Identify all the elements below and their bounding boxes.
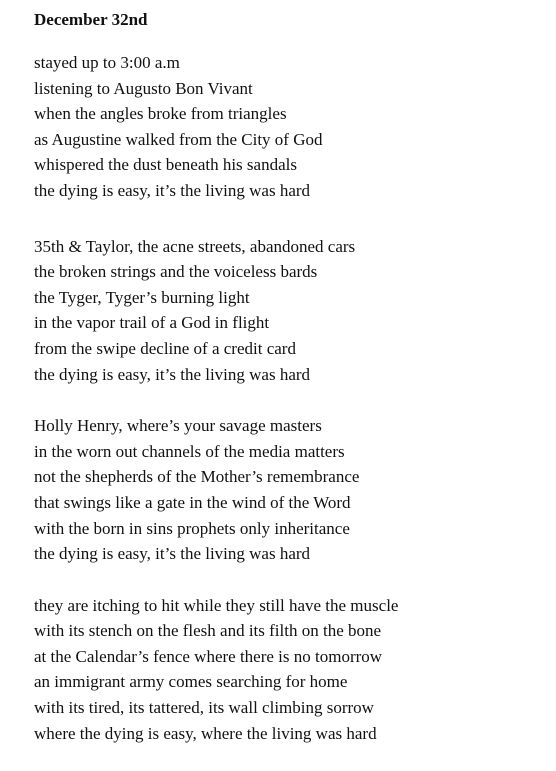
poem-line: where the dying is easy, where the living was hard	[34, 723, 377, 743]
poem-line: from the swipe decline of a credit card	[34, 338, 296, 358]
poem-line: stayed up to 3:00 a.m	[34, 53, 180, 72]
stanza-3	[34, 413, 544, 567]
poem-line: that swings like a gate in the wind of the Word	[34, 492, 351, 512]
poem-line: listening to Augusto Bon Vivant	[34, 78, 253, 98]
poem-line: at the Calendar’s fence where there is no tomorrow	[34, 646, 383, 666]
poem-line: with its tired, its tattered, its wall climbing sorrow	[34, 698, 374, 718]
poem-line: they are itching to hit while they still have the muscle	[34, 595, 399, 615]
poem-line: when the angles broke from triangles	[34, 104, 287, 124]
poem-line: the broken strings and the voiceless bards	[34, 262, 318, 282]
poem-line: an immigrant army comes searching for home	[34, 672, 348, 692]
poem-line: the Tyger, Tyger’s burning light	[34, 287, 250, 307]
poem-line: in the worn out channels of the media matters	[34, 441, 345, 461]
poem-line: the dying is easy, it’s the living was hard	[34, 364, 311, 384]
poem-line: in the vapor trail of a God in flight	[34, 313, 270, 333]
stanza-2	[34, 234, 544, 388]
poem-line: 35th & Taylor, the acne streets, abandoned cars	[34, 236, 356, 256]
poem-line: not the shepherds of the Mother’s remembrance	[34, 467, 360, 487]
poem-line: with the born in sins prophets only inheritance	[34, 518, 350, 538]
poem-line: the dying is easy, it’s the living was hard	[34, 180, 311, 200]
poem-title: December 32nd	[34, 10, 148, 29]
poem-line: whispered the dust beneath his sandals	[34, 155, 297, 175]
stanza-1	[34, 50, 544, 204]
poem-line: as Augustine walked from the City of God	[34, 129, 323, 149]
poem-line: Holly Henry, where’s your savage masters	[34, 416, 322, 436]
poem	[34, 9, 544, 746]
poem-line: with its stench on the flesh and its filth on the bone	[34, 621, 382, 641]
poem-line: the dying is easy, it’s the living was hard	[34, 544, 311, 564]
stanza-4	[34, 593, 544, 747]
